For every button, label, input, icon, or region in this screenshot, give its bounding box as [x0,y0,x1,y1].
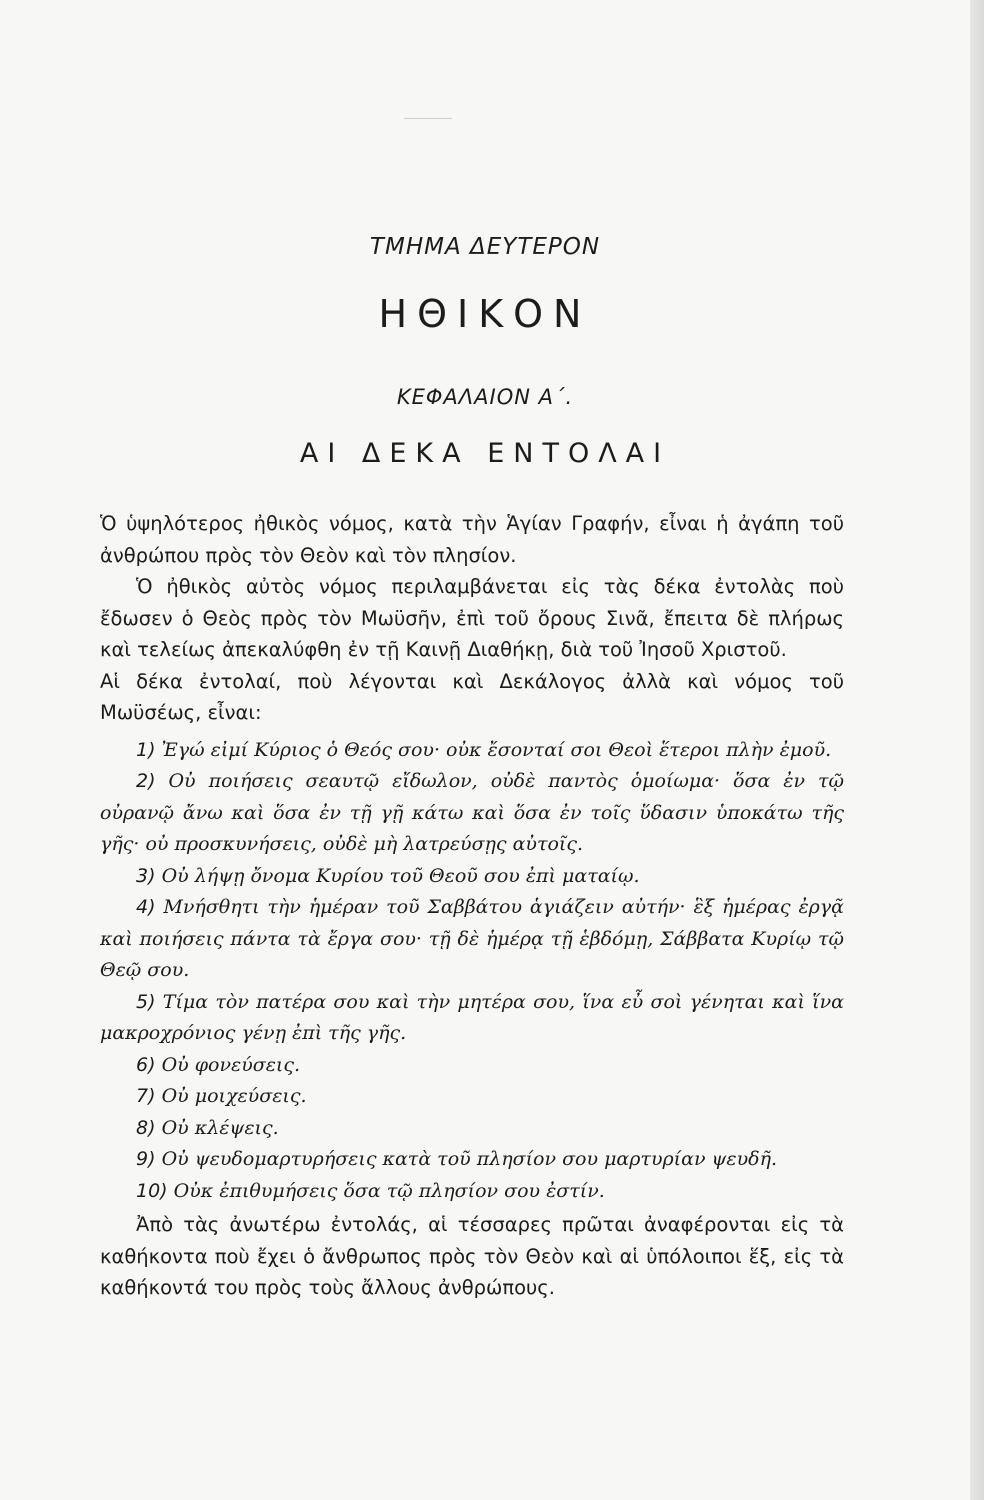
commandments-list [100,735,844,1208]
commandment-1 [100,735,844,767]
commandment-number: 9) [136,1148,156,1170]
commandment-text: Τίμα τὸν πατέρα σου καὶ τὴν μητέρα σου, ἵνα εὖ σοὶ γένηται καὶ ἵνα μακροχρόνιος γένῃ ἐπὶ τῆς γῆς. [100,990,844,1044]
commandment-3 [100,861,844,893]
commandment-text: Οὐ κλέψεις. [161,1116,279,1139]
commandment-number: 6) [136,1053,156,1076]
intro-paragraph-1: Ὁ ὑψηλότερος ἠθικὸς νόμος, κατὰ τὴν Ἁγίαν Γραφήν, εἶναι ἡ ἀγάπη τοῦ ἀνθρώπου πρὸς τὸν Θεὸν καὶ τὸν πλησίον. [100,512,844,567]
commandment-8 [100,1113,844,1145]
intro-paragraph-3: Αἱ δέκα ἐντολαί, ποὺ λέγονται καὶ Δεκάλογος ἀλλὰ καὶ νόμος τοῦ Μωϋσέως, εἶναι: [100,669,844,724]
body-text [100,508,844,1304]
commandment-number: 4) [136,896,156,918]
commandment-2 [100,766,844,861]
commandment-10 [100,1176,844,1208]
commandment-text: Οὐ φονεύσεις. [161,1053,301,1076]
commandment-number: 3) [136,864,156,887]
commandment-text: Μνήσθητι τὴν ἡμέραν τοῦ Σαββάτου ἁγιάζειν αὐτήν· ἓξ ἡμέρας ἐργᾷ καὶ ποιήσεις πάντα τὰ ἔργα σου· τῇ δὲ ἡμέρᾳ τῇ ἑβδόμῃ, Σάββατα Κυρίῳ τῷ Θεῷ σου. [100,896,844,981]
commandment-6 [100,1050,844,1082]
page-edge [970,0,984,1500]
chapter-title: ΚΕΦΑΛΑΙΟΝ Α΄. [396,385,574,409]
commandment-5 [100,987,844,1050]
commandment-text: Οὐ λήψῃ ὄνομα Κυρίου τοῦ Θεοῦ σου ἐπὶ ματαίῳ. [161,864,640,887]
commandment-text: Οὐ μοιχεύσεις. [161,1085,307,1107]
commandment-number: 8) [136,1116,156,1139]
page-number-rule [404,118,452,119]
commandment-number: 10) [136,1179,168,1202]
commandment-number: 1) [136,738,156,761]
commandment-text: Οὐκ ἐπιθυμήσεις ὅσα τῷ πλησίον σου ἐστίν. [173,1179,605,1202]
closing-paragraph: Ἀπὸ τὰς ἀνωτέρω ἐντολάς, αἱ τέσσαρες πρῶται ἀναφέρονται εἰς τὰ καθήκοντα ποὺ ἔχει ὁ ἄνθρωπος πρὸς τὸν Θεὸν καὶ αἱ ὑπόλοιποι ἕξ, εἰς τὰ καθήκοντά του πρὸς τοὺς ἄλλους ἀνθρώπους. [100,1213,844,1299]
intro-paragraph-2: Ὁ ἠθικὸς αὐτὸς νόμος περιλαμβάνεται εἰς τὰς δέκα ἐντολὰς ποὺ ἔδωσεν ὁ Θεὸς πρὸς τὸν Μωϋσῆν, ἐπὶ τοῦ ὄρους Σινᾶ, ἔπειτα δὲ πλήρως καὶ τελείως ἀπεκαλύφθη ἐν τῇ Καινῇ Διαθήκῃ, διὰ τοῦ Ἰησοῦ Χριστοῦ. [100,575,844,661]
section-title: ΤΜΗΜΑ ΔΕΥΤΕΡΟΝ [369,234,601,260]
commandment-9 [100,1144,844,1176]
commandment-number: 2) [136,770,156,792]
topic-title: ΑΙ ΔΕΚΑ ΕΝΤΟΛΑΙ [299,438,671,469]
commandment-7 [100,1081,844,1113]
commandment-text: Οὐ ψευδομαρτυρήσεις κατὰ τοῦ πλησίον σου μαρτυρίαν ψευδῆ. [161,1148,778,1170]
commandment-number: 5) [136,990,156,1013]
commandment-4 [100,892,844,987]
commandment-number: 7) [136,1085,156,1107]
part-title: ΗΘΙΚΟΝ [378,292,592,336]
commandment-text: Οὐ ποιήσεις σεαυτῷ εἴδωλον, οὐδὲ παντὸς ὁμοίωμα· ὅσα ἐν τῷ οὐρανῷ ἄνω καὶ ὅσα ἐν τῇ γῇ κάτω καὶ ὅσα ἐν τοῖς ὕδασιν ὑποκάτω τῆς γῆς· οὐ προσκυνήσεις, οὐδὲ μὴ λατρεύσῃς αὐτοῖς. [100,770,844,855]
commandment-text: Ἐγώ εἰμί Κύριος ὁ Θεός σου· οὐκ ἔσονταί σοι Θεοὶ ἕτεροι πλὴν ἐμοῦ. [161,738,832,761]
